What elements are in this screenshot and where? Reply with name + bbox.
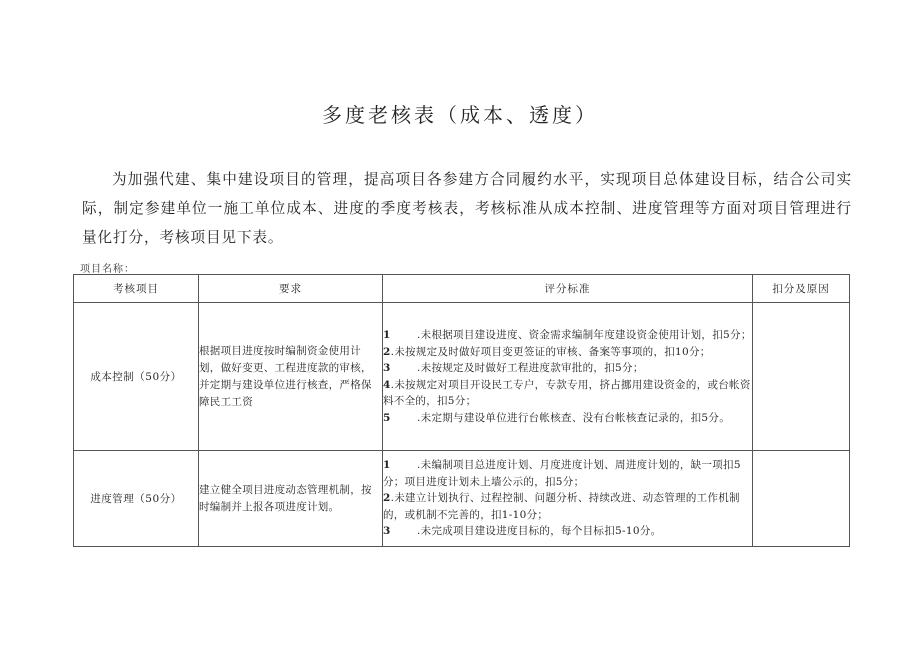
document-title: 多度老核表（成本、透度）	[322, 103, 598, 127]
header-requirement: 要求	[199, 275, 383, 303]
criteria-line: 4.未按规定对项目开设民工专户，专款专用，挤占挪用建设资金的，或台帐资料不全的，扣5分；	[383, 378, 751, 407]
project-name-label: 项目名称：	[80, 264, 135, 275]
criteria-line: 1 .未根据项目建设进度、资金需求编制年度建设资金使用计划，扣5分；	[383, 329, 752, 341]
criteria-line: 3 .未按规定及时做好工程进度款审批的，扣5分；	[383, 362, 644, 374]
intro-paragraph: 为加强代建、集中建设项目的管理，提高项目各参建方合同履约水平，实现项目总体建设目标，结合公司实际，制定参建单位一施工单位成本、进度的季度考核表，考核标准从成本控制、进度管理等方面对项目管理进行量化打分，考核项目见下表。	[82, 171, 852, 246]
item-cost-control: 成本控制（50分）	[74, 303, 199, 451]
deduction-schedule-management[interactable]	[753, 451, 850, 547]
deduction-cost-control[interactable]	[753, 303, 850, 451]
criteria-line: 3 .未完成项目建设进度目标的，每个目标扣5-10分。	[383, 525, 662, 538]
header-item: 考核项目	[74, 275, 199, 303]
header-deduction: 扣分及原因	[753, 275, 850, 303]
item-schedule-management: 进度管理（50分）	[74, 451, 199, 547]
criteria-schedule-management	[383, 451, 753, 547]
table-row-cost-control	[74, 303, 850, 451]
criteria-line: 2.未建立计划执行、过程控制、问题分析、持续改进、动态管理的工作机制的，或机制不完善的，扣1-10分；	[383, 492, 740, 521]
assessment-table	[73, 274, 850, 547]
criteria-line: 1 .未编制项目总进度计划、月度进度计划、周进度计划的，缺一项扣5分；项目进度计划未上墙公示的，扣5分；	[383, 459, 741, 488]
table-row-schedule-management	[74, 451, 850, 547]
requirement-cost-control: 根据项目进度按时编制资金使用计划，做好变更、工程进度款的审核，并定期与建设单位进行核查，严格保障民工工资	[199, 303, 383, 451]
requirement-schedule-management: 建立健全项目进度动态管理机制，按时编制并上报各项进度计划。	[199, 451, 383, 547]
criteria-line: 5 .未定期与建设单位进行台帐核查、没有台帐核查记录的，扣5分。	[383, 411, 731, 424]
criteria-line: 2.未按规定及时做好项目变更签证的审核、备案等事项的，扣10分；	[383, 345, 711, 358]
criteria-cost-control	[383, 303, 753, 451]
header-criteria: 评分标准	[383, 275, 753, 303]
table-header-row	[74, 275, 850, 303]
